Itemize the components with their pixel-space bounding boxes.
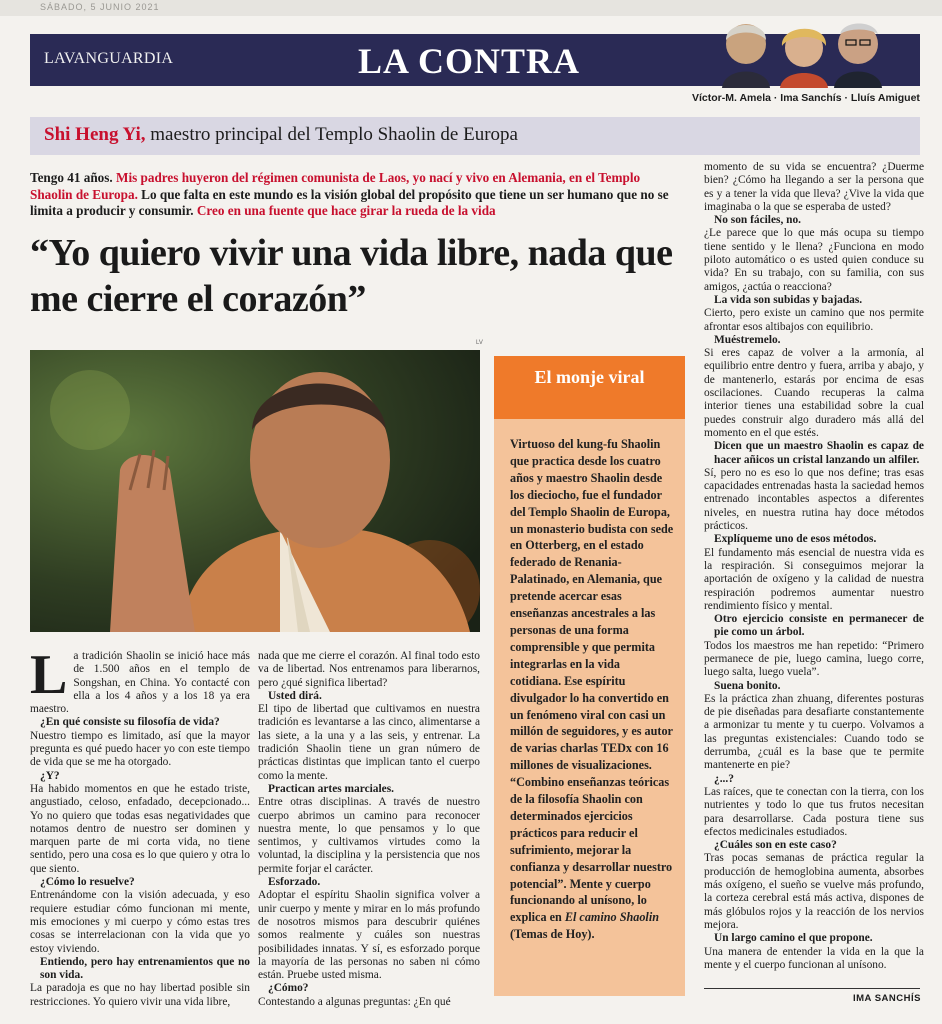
article-paragraph: La tradición Shaolin se inició hace más de 1.500 años en el templo de Songshan, en China. Yo contacté con ella a los 4 años y a los 18 ya era maestro. [30,644,250,716]
interview-answer: Nuestro tiempo es limitado, así que la mayor pregunta es qué puedo hacer yo con este tiempo de vida que se me ha otorgado. [30,729,250,769]
intro-age: Tengo 41 años. [30,170,113,185]
headline: “Yo quiero vivir una vida libre, nada que me cierre el corazón” [30,232,673,320]
portrait-photo [30,350,480,632]
article-paragraph: nada que me cierre el corazón. Al final todo esto va de libertad. Nos entrenamos para liberarnos, pero ¿qué significa libertad? [258,650,480,689]
interview-question: ¿Cuáles son en este caso? [714,839,837,852]
interview-answer: El tipo de libertad que cultivamos en nuestra tradición es levantarse a las cinco, alimentarse a las siete, a la una y a las seis, y entrenar. La tradición Shaolin tiene un gran número de prácticas distintas que implican tanto el cuerpo como la mente. [258,703,480,782]
interview-question: ¿Cómo lo resuelve? [40,876,135,889]
newspaper-brand: LAVANGUARDIA [44,50,174,67]
interview-question: ¿Y? [40,769,60,782]
interview-answer: Las raíces, que te conectan con la tierra, con los nutrientes y todo lo que tus frutos necesitan para desarrollarse. Cada postura tiene sus efectos medicinales estudiados. [704,785,924,838]
intro-origin: Mis padres huyeron del régimen comunista de Laos, yo nací y vivo en Alemania, en el Templo Shaolin de Europa. [30,170,641,202]
author-signature: IMA SANCHÍS [853,993,921,1004]
interviewee-role: maestro principal del Templo Shaolin de Europa [150,124,518,145]
issue-date: SÁBADO, 5 JUNIO 2021 [40,2,160,12]
article-column-1 [30,644,250,1009]
signature-rule [704,988,920,989]
article-column-3 [704,161,924,972]
intro-summary [30,170,678,220]
interview-answer: Entre otras disciplinas. A través de nuestro cuerpo abrimos un camino para reconocer nuestra mente, lo que pensamos y lo que sentimos, y cultivamos virtudes como la voluntad, la disciplina y la persistencia que nos permite forjar el carácter. [258,796,480,875]
interview-question: ¿Cómo? [268,982,309,995]
interview-question: Otro ejercicio consiste en permanecer de pie como un árbol. [714,613,924,639]
interview-question: Muéstremelo. [714,333,781,346]
interview-question: ¿...? [714,772,734,785]
intro-belief: Creo en una fuente que hace girar la rueda de la vida [196,203,496,218]
authors-names: Víctor-M. Amela · Ima Sanchís · Lluís Amiguet [692,92,920,104]
interview-answer: Ha habido momentos en que he estado triste, angustiado, celoso, enfadado, decepcionado... Yo no quiero que todas esas negatividades que notamos dentro de nuestro ser dominen y marquen parte de mi corta vida, no tiene sentido, pero una cosa es lo que quiero y otra lo que siento. [30,782,250,875]
interviewee-line [44,124,518,146]
interviewee-name: Shi Heng Yi, [44,124,146,145]
interview-question: Dicen que un maestro Shaolin es capaz de hacer añicos un cristal lanzando un alfiler. [714,440,924,466]
article-column-2 [258,650,480,1009]
interview-question: La vida son subidas y bajadas. [714,293,863,306]
interview-answer: Si eres capaz de volver a la armonía, al equilibrio entre dentro y fuera, arriba y abajo, y de mantenerlo, estarás por encima de esas oscilaciones. Cuando recuperas la calma interior tienes una estabilidad sobre la cual puedes construir algo duradero más allá del momento en el que estés. [704,347,924,439]
interview-answer: Una manera de entender la vida en la que la mente y el cuerpo funcionan al unísono. [704,945,924,971]
sidebar-publisher: (Temas de Hoy). [510,927,595,942]
interview-answer: ¿Le parece que lo que más ocupa su tiempo tiene sentido y le llena? ¿Funciona en modo piloto automático o es usted quien conduce su vida? En su trabajo, con su familia, con sus amigos, ¿actúa o reacciona? [704,227,924,293]
sidebar-title: El monje viral [534,367,645,387]
interview-answer: La paradoja es que no hay libertad posible sin restricciones. Yo quiero vivir una vida libre, [30,982,250,1008]
authors-portraits [708,12,918,88]
interview-answer: Sí, pero no es eso lo que nos define; tras esas capacidades entrenadas hasta la saciedad hemos entrenado incontables aspectos a diferentes niveles, en nuestra rutina hay doce métodos prácticos. [704,466,924,533]
photo-credit: LV [476,340,483,346]
article-paragraph: momento de su vida se encuentra? ¿Duerme bien? ¿Cómo ha llegando a ser la persona que es y a tener la vida que lleva? ¿Vive la vida que imaginaba o la que se esperaba de usted? [704,161,924,213]
interview-question: ¿En qué consiste su filosofía de vida? [40,716,220,729]
interview-answer: Todos los maestros me han repetido: “Primero permanece de pie, luego camina, luego corre, luego salta, luego vuela”. [704,639,924,679]
interview-question: Usted dirá. [268,689,322,702]
sidebar-body: Virtuoso del kung-fu Shaolin que practica desde los cuatro años y maestro Shaolin desde los dieciocho, fue el fundador del Templo Shaolin de Europa, un monasterio budista con sede en Otterberg, en el estado federado de Renania-Palatinado, en Alemania, que pretende acercar esas enseñanzas ancestrales a las personas de una forma comprensible y que permita integrarlas en la vida cotidiana. Ese espíritu divulgador lo ha convertido en un fenómeno viral con casi un millón de seguidores, y es autor de varias charlas TEDx con 16 millones de visualizaciones. “Combino enseñanzas teóricas de la filosofía Shaolin con determinados ejercicios prácticos para reducir el sufrimiento, mejorar la confianza y desarrollar nuestro potencial”. Mente y cuerpo funcionando al unísono, lo explica en [510,437,674,925]
interview-question: Suena bonito. [714,679,781,692]
interview-answer: Entrenándome con la visión adecuada, y eso requiere estudiar cómo funcionan mi mente, mis emociones y mi cuerpo y cómo estas tres cosas se interrelacionan con la vida que yo estoy viviendo. [30,889,250,955]
interview-answer: Es la práctica zhan zhuang, diferentes posturas de pie diseñadas para desafiarte constantemente a armonizar tu mente y tu cuerpo. Volvamos a las preguntas existenciales: Cuando todo se derrumba, ¿cuál es la base que te permite mantenerte en pie? [704,692,924,772]
sidebar-text [510,436,674,943]
intro-vision: Lo que falta en este mundo es la visión global del propósito que tiene un ser humano que no se limita a producir y consumir. [30,186,669,218]
interview-question: Explíqueme uno de esos métodos. [714,533,877,546]
interview-answer: Tras pocas semanas de práctica regular la producción de hemoglobina aumenta, absorbes más oxígeno, el sueño se vuelve más profundo, la corteza cerebral está más activa, dispones de más glóbulos rojos y la reacción de los nervios mejora. [704,852,924,931]
interview-question: Practican artes marciales. [268,782,394,795]
section-title: LA CONTRA [358,41,581,81]
interview-answer: Cierto, pero existe un camino que nos permite afrontar esos altibajos con equilibrio. [704,307,924,333]
interview-answer: Contestando a algunas preguntas: ¿En qué [258,995,451,1008]
sidebar-book-title: El camino Shaolin [564,910,659,925]
interview-question: No son fáciles, no. [714,214,802,227]
interview-question: Un largo camino el que propone. [714,932,873,945]
drop-cap: L [30,644,68,706]
interview-answer: El fundamento más esencial de nuestra vida es la respiración. Si conseguimos mejorar la aportación de oxígeno y la calidad de nuestra respiración podremos aumentar nuestro rendimiento físico y mental. [704,546,924,612]
interview-question: Esforzado. [268,876,321,889]
interview-answer: Adoptar el espíritu Shaolin significa volver a unir cuerpo y mente y mirar en lo más profundo de nosotros mismos para descubrir quiénes somos realmente y cuáles son nuestras posibilidades innatas. Y sí, es esforzado porque la mayoría de las personas no saben ni cómo están. Pruebe usted misma. [258,889,480,982]
interview-question: Entiendo, pero hay entrenamientos que no son vida. [40,955,250,982]
